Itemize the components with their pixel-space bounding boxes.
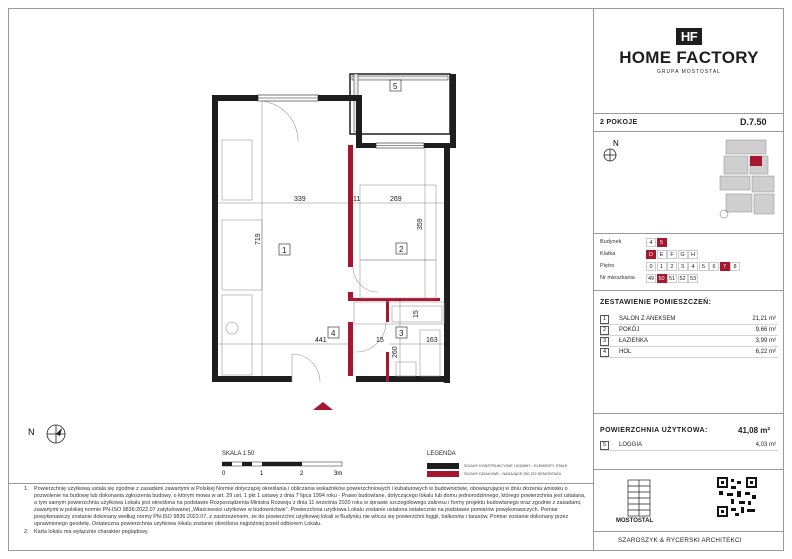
divider <box>594 469 784 470</box>
selector-cell[interactable]: 7 <box>720 262 730 271</box>
note-1 <box>10 486 590 529</box>
usable-area-label: POWIERZCHNIA UŻYTKOWA: <box>600 427 708 434</box>
scale-bar <box>222 460 352 478</box>
legend-title: LEGENDA <box>427 451 456 457</box>
compass-letter-large: N <box>28 427 35 437</box>
selector-cell[interactable]: E <box>657 250 667 259</box>
room-area: 3,99 m² <box>755 338 776 344</box>
legend <box>427 451 456 457</box>
dim-719: 719 <box>255 233 262 245</box>
architects: SZAROSZYK & RYCERSKI ARCHITEKCI <box>618 537 742 544</box>
room-row <box>600 325 778 336</box>
room-number: 1 <box>600 315 609 324</box>
legend-item-partition: ŚCIANY DZIAŁOWE - NADAJĄCE SIĘ DO DEMONTAŻU <box>464 472 562 476</box>
selector-cell[interactable]: 6 <box>709 262 719 271</box>
room-area: 9,66 m² <box>755 327 776 333</box>
selector-cell[interactable]: 5 <box>657 238 667 247</box>
dim-339: 339 <box>294 196 306 203</box>
dim-260: 260 <box>392 346 399 358</box>
notes <box>10 486 590 536</box>
scale-block <box>222 451 352 478</box>
room-row <box>600 440 778 451</box>
usable-area-value: 41,08 m² <box>738 426 771 435</box>
dim-359: 359 <box>417 218 424 230</box>
divider <box>594 113 784 114</box>
selector-cell[interactable]: G <box>678 250 688 259</box>
room-area: 21,21 m² <box>752 316 776 322</box>
selector-cell[interactable]: 51 <box>668 276 676 282</box>
divider <box>594 233 784 234</box>
logo-group: GRUPA MOSTOSTAL <box>657 69 721 75</box>
scale-tick: 2 <box>300 471 304 477</box>
room-area: 6,22 m² <box>755 349 776 355</box>
selector-cell[interactable]: 8 <box>730 262 740 271</box>
selector-label: Klatka <box>600 251 616 257</box>
note-num: 2. <box>24 528 29 535</box>
room-number: 2 <box>600 326 609 335</box>
room-name: HOL <box>619 349 632 355</box>
selector-cell[interactable]: 5 <box>699 262 709 271</box>
note-text: Powierzchnię użytkową ustala się zgodnie z zasadami zawartymi w Polskiej Normie dotyczącej określania i obliczania wskaźników powierzchniowych i kubaturowych w budownictwie, obowiązującej w dniu złożenia wniosku o pozwolenie na budowę lub dokonania zgłoszenia budowy, o którym mowa w art. 29 ust. 1 pkt 1 ustawy z dnia 7 lipca 1994 roku - Prawo budowlane, dotyczącego lokalu lub domu jednorodzinnego, którego powierzchnia jest ustalana, a tym samym powierzchnia użytkowa Lokalu jest określona na podstawie Rozporządzenia Ministra Rozwoju z dnia 11 września 2020 roku w sprawie szczegółowego zakresu i formy projektu budowlanego oraz zgodnie z zasadami, zawartymi w polskiej normie PN-ISO 9836:2022.07 zatytułowanej „Właściwości użytkowe w budownictwie”. Powierzchnia użytkowa Lokalu zostanie ustalona ostatecznie na podstawie pomiarów powykonawczych. Pomiar powykonawczy zostanie dokonany według normy PN-ISO 9836:2022.07, z zastrzeżeniem, że do powierzchni użytkowej lokali w Budynku nie wlicza się powierzchni loggii, balkonów i tarasów. Pomiar zostanie dokonany przez uprawnionego geodetę. Ostateczna powierzchnia użytkowa lokalu zostanie określona najpóźniej przed odbiorem Lokalu. <box>34 486 586 528</box>
selector-cell[interactable]: 4 <box>688 262 698 271</box>
scale-tick: 0 <box>222 471 226 477</box>
legend-swatch-partition <box>427 471 459 477</box>
selector-cell[interactable]: 2 <box>667 262 677 271</box>
selector-label: Nr mieszkania <box>600 275 635 281</box>
room-name: ŁAZIENKA <box>619 338 649 344</box>
selector-cell[interactable]: 49 <box>647 276 655 282</box>
compass-letter: N <box>613 139 619 148</box>
room-row <box>600 314 778 325</box>
divider <box>594 290 784 291</box>
selector-cell[interactable]: 50 <box>658 276 665 282</box>
selector-cell[interactable]: D <box>646 250 656 259</box>
qr-code <box>717 477 757 517</box>
room-list <box>600 314 778 358</box>
selector-label: Budynek <box>600 239 622 245</box>
selector-cell[interactable]: 52 <box>679 276 686 282</box>
note-2 <box>10 529 590 536</box>
selector-cell[interactable]: H <box>688 250 698 259</box>
selector-cell[interactable]: 4 <box>646 238 656 247</box>
room-row <box>600 347 778 358</box>
summary-title: ZESTAWIENIE POMIESZCZEŃ: <box>600 299 712 306</box>
compass-icon <box>26 418 76 454</box>
room-name: LOGGIA <box>619 442 643 448</box>
selector-label: Piętro <box>600 263 615 269</box>
unit-marker <box>750 156 762 166</box>
dim-163: 163 <box>426 337 438 344</box>
divider <box>594 413 784 414</box>
divider <box>8 483 593 484</box>
note-text: Karta lokalu ma wyłącznie charakter poglądowy. <box>34 528 149 535</box>
selector-cell[interactable]: 0 <box>646 262 656 271</box>
room-number: 4 <box>600 348 609 357</box>
compass-small-icon <box>598 138 628 168</box>
selector-cell[interactable]: 1 <box>657 262 667 271</box>
room-name: POKÓJ <box>619 327 640 333</box>
scale-title: SKALA 1:50 <box>222 451 255 457</box>
note-num: 1. <box>24 486 29 492</box>
divider <box>594 531 784 532</box>
dim-269: 269 <box>390 196 402 203</box>
room-label-1: 1 <box>282 246 287 255</box>
divider <box>594 131 784 132</box>
logo-mark: HF <box>676 28 702 45</box>
unit-rooms: 2 POKOJE <box>600 119 638 126</box>
scale-tick: 1 <box>260 471 264 477</box>
floor-plan <box>10 60 590 440</box>
dim-15b: 15 <box>413 310 420 318</box>
selector-cell[interactable]: F <box>667 250 677 259</box>
entrance-arrow-icon <box>313 402 333 410</box>
selector-cell[interactable]: 53 <box>689 276 697 282</box>
dim-11: 11 <box>353 196 361 203</box>
room-label-2: 2 <box>399 245 404 254</box>
extra-list <box>600 440 778 451</box>
logo-name: HOME FACTORY <box>619 48 759 67</box>
room-number: 3 <box>600 337 609 346</box>
contractor-name: MOSTOSTAL <box>616 518 654 524</box>
room-label-4: 4 <box>331 329 336 338</box>
room-label-5: 5 <box>393 82 398 91</box>
unit-code: D.7.50 <box>740 117 767 127</box>
key-plan <box>716 138 778 228</box>
room-label-3: 3 <box>399 329 404 338</box>
scale-tick: 3m <box>334 471 343 477</box>
room-name: SALON Z ANEKSEM <box>619 316 676 322</box>
room-area: 4,03 m² <box>755 442 776 448</box>
dim-441: 441 <box>315 337 327 344</box>
legend-item-structural: ŚCIANY KONSTRUKCYJNE I KOMINY - ELEMENTY STAŁE <box>464 464 568 468</box>
selector-cell[interactable]: 3 <box>678 262 688 271</box>
room-number: 5 <box>600 441 609 450</box>
room-row <box>600 336 778 347</box>
legend-swatch-structural <box>427 463 459 469</box>
dim-15: 15 <box>376 337 384 344</box>
brand-logo <box>594 28 784 75</box>
